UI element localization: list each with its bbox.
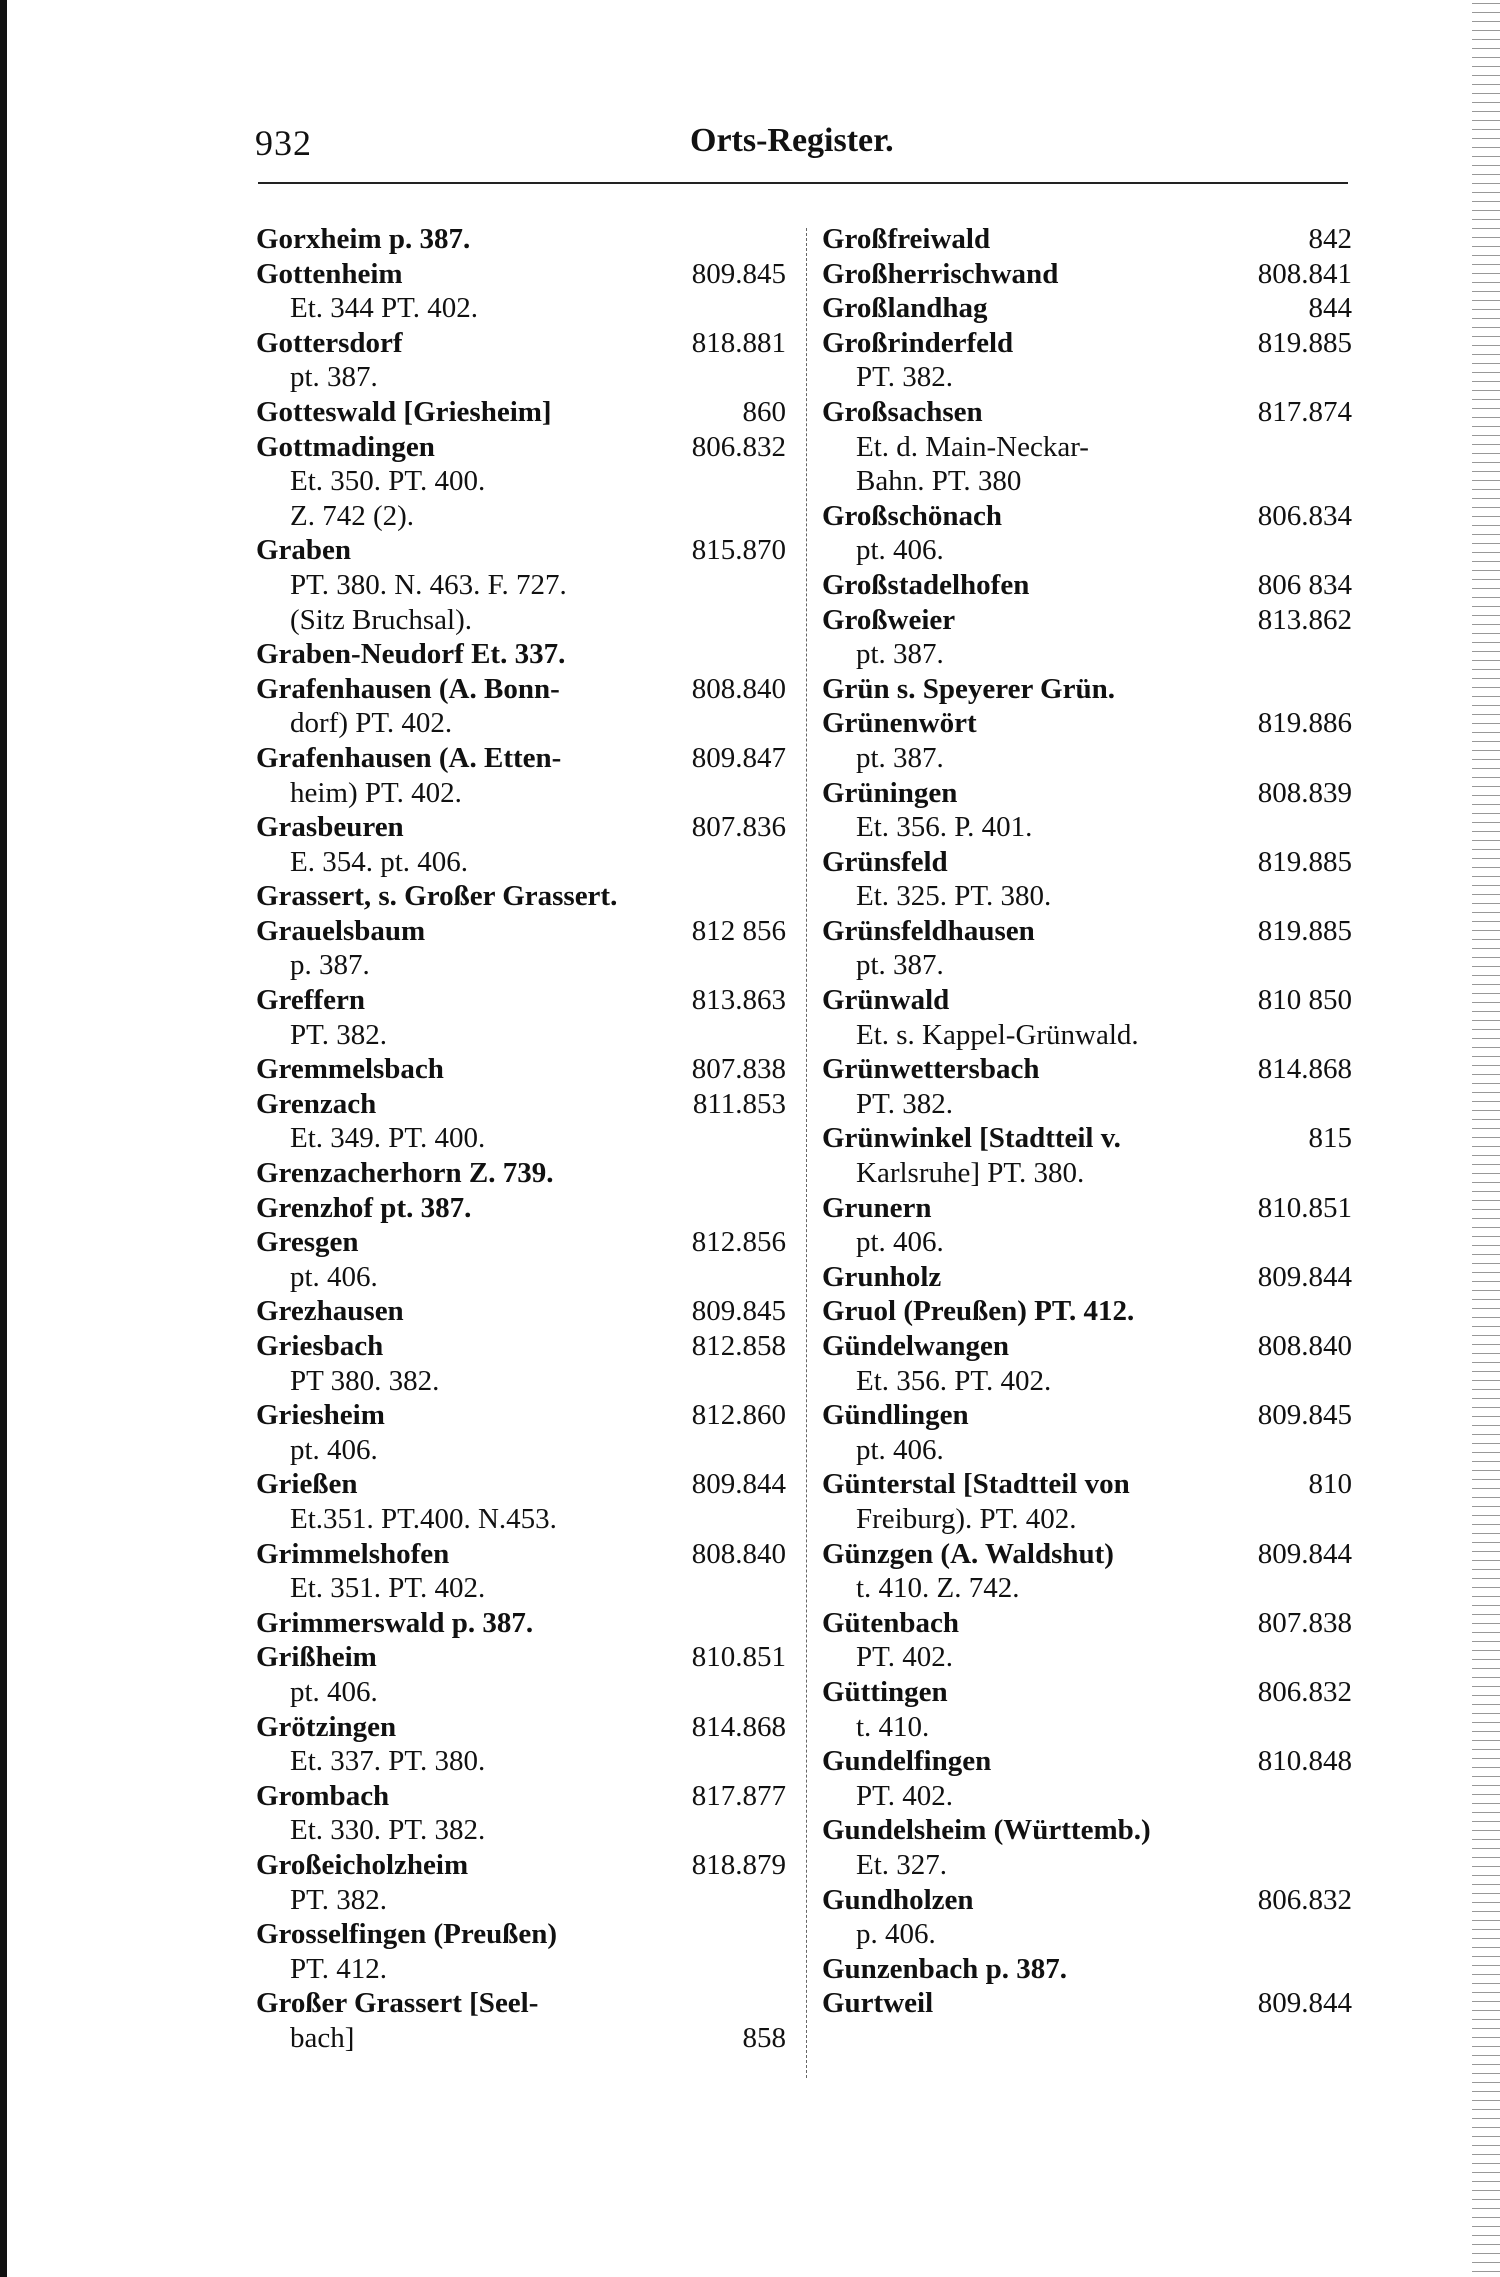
index-entry [256,1986,786,2021]
index-entry [256,810,786,845]
entry-detail: PT. 380. N. 463. F. 727. [290,568,567,601]
index-entry [822,1537,1352,1572]
index-entry [256,1087,786,1122]
index-entry [822,1398,1352,1433]
index-entry [822,845,1352,880]
index-entry [256,1606,786,1641]
page-reference: 809.845 [691,257,786,290]
place-name: Grünsfeldhausen [822,914,1035,947]
index-entry-continuation [256,706,786,741]
column-divider [806,228,807,2078]
index-entry-continuation [822,1779,1352,1814]
place-name: Grenzhof pt. 387. [256,1191,472,1224]
place-name: Gremmelsbach [256,1053,444,1086]
entry-detail: Et. 337. PT. 380. [290,1745,486,1778]
index-entry-continuation [822,1433,1352,1468]
place-name: Grunholz [822,1260,942,1293]
page-reference: 819.885 [1257,845,1352,878]
place-name: Grünwinkel [Stadtteil v. [822,1122,1121,1155]
place-name: Grünwettersbach [822,1053,1040,1086]
entry-detail: Et. 350. PT. 400. [290,465,486,498]
index-entry [256,672,786,707]
index-entry-continuation [822,1710,1352,1745]
page-reference: 808.840 [691,1537,786,1570]
page-reference: 819.886 [1257,707,1352,740]
place-name: Grün s. Speyerer Grün. [822,672,1115,705]
place-name: Gündelwangen [822,1330,1009,1362]
index-entry-continuation [256,291,786,326]
place-name: Großrinderfeld [822,326,1014,359]
page-reference: 810.851 [691,1641,786,1674]
place-name: Güttingen [822,1675,948,1708]
index-entry [256,637,786,672]
place-name: Grafenhausen (A. Etten- [256,741,562,774]
place-name: Großsachsen [822,395,983,428]
index-entry [256,1848,786,1883]
index-entry [256,1191,786,1226]
index-entry-continuation [256,1883,786,1918]
index-entry [822,672,1352,707]
page-reference: 807.836 [691,811,786,844]
index-entry-continuation [822,741,1352,776]
index-entry-continuation [822,637,1352,672]
index-entry-continuation [822,1917,1352,1952]
index-entry-continuation [256,1018,786,1053]
index-entry-continuation [256,603,786,638]
place-name: Grünsfeld [822,845,948,878]
index-entry-continuation [822,360,1352,395]
index-entry-continuation [822,1225,1352,1260]
index-entry [256,1398,786,1433]
page-reference: 810 [1308,1468,1352,1501]
index-entry-continuation [822,879,1352,914]
index-entry [256,1052,786,1087]
index-entry [256,326,786,361]
place-name: Gunzenbach p. 387. [822,1952,1067,1985]
index-entry [822,326,1352,361]
page-reference: 809.844 [1257,1537,1352,1570]
index-entry-continuation [822,1640,1352,1675]
place-name: Greffern [256,984,365,1017]
place-name: Grassert, s. Großer Grassert. [256,880,618,913]
index-entry [256,983,786,1018]
entry-detail: Et. s. Kappel-Grünwald. [856,1018,1139,1051]
page-reference: 811.853 [692,1087,786,1120]
entry-detail: pt. 387. [856,949,944,982]
place-name: Großweier [822,603,956,636]
place-name: Grezhausen [256,1295,404,1328]
page-reference: 818.881 [691,326,786,359]
page-reference: 813.863 [691,984,786,1017]
entry-detail: pt. 387. [856,741,944,774]
index-entry-continuation [822,1571,1352,1606]
index-entry-continuation [256,1433,786,1468]
entry-detail: PT 380. 382. [290,1364,440,1397]
index-entry [256,1156,786,1191]
entry-detail: Et. 349. PT. 400. [290,1122,486,1155]
index-entry-continuation [822,1502,1352,1537]
entry-detail: pt. 406. [290,1260,378,1293]
place-name: Grießen [256,1468,358,1501]
index-entry [822,257,1352,292]
page-reference: 808.841 [1257,257,1352,290]
index-entry [256,741,786,776]
index-entry [256,395,786,430]
entry-detail: Bahn. PT. 380 [856,465,1022,498]
entry-detail: pt. 406. [856,534,944,567]
index-entry [256,879,786,914]
index-entry [822,1952,1352,1987]
entry-detail: E. 354. pt. 406. [290,845,469,878]
page-reference: 809.844 [691,1468,786,1501]
page-reference: 842 [1308,223,1352,255]
place-name: Grünwald [822,984,950,1017]
entry-detail: (Sitz Bruchsal). [290,603,473,636]
entry-detail: pt. 387. [290,361,378,394]
entry-detail: heim) PT. 402. [290,776,462,809]
entry-detail: pt. 387. [856,638,944,671]
place-name: Gündlingen [822,1399,969,1432]
entry-detail: p. 406. [856,1918,936,1951]
entry-detail: PT. 402. [856,1779,953,1812]
index-entry-continuation [822,430,1352,465]
page-reference: 858 [742,2021,786,2054]
page-reference: 815 [1308,1122,1352,1155]
place-name: Grenzacherhorn Z. 739. [256,1157,554,1190]
index-entry-continuation [822,810,1352,845]
page-reference: 810.851 [1257,1191,1352,1224]
index-entry-continuation [256,776,786,811]
page-reference: 812 856 [691,914,786,947]
page-number: 932 [255,123,312,163]
entry-detail: Et. 325. PT. 380. [856,880,1052,913]
entry-detail: PT. 382. [290,1018,387,1051]
place-name: Gundholzen [822,1883,974,1916]
place-name: Grüningen [822,776,958,809]
entry-detail: PT. 382. [856,1087,953,1120]
page-reference: 812.858 [691,1330,786,1362]
entry-detail: Et. 356. P. 401. [856,811,1033,844]
entry-detail: Z. 742 (2). [290,499,415,532]
place-name: Grimmerswald p. 387. [256,1606,534,1639]
place-name: Griesbach [256,1330,384,1362]
page-reference: 808.839 [1257,776,1352,809]
place-name: Großlandhag [822,292,988,325]
index-entry [822,1813,1352,1848]
index-entry-continuation [822,1848,1352,1883]
index-entry-continuation [256,1364,786,1399]
index-entry-continuation [256,568,786,603]
page-reference: 812.856 [691,1226,786,1259]
place-name: Gottersdorf [256,326,403,359]
page-reference: 810.848 [1257,1745,1352,1778]
entry-detail: Freiburg). PT. 402. [856,1502,1077,1535]
index-entry [256,1467,786,1502]
entry-detail: PT. 382. [856,361,953,394]
index-entry-continuation [256,1952,786,1987]
page-reference: 814.868 [691,1710,786,1743]
page-reference: 808.840 [691,672,786,705]
place-name: Großherrischwand [822,257,1059,290]
place-name: Gorxheim p. 387. [256,223,471,255]
place-name: Großeicholzheim [256,1848,469,1881]
entry-detail: Et.351. PT.400. N.453. [290,1502,557,1535]
index-entry-continuation [256,1571,786,1606]
entry-detail: pt. 406. [290,1433,378,1466]
entry-detail: p. 387. [290,949,370,982]
index-entry [822,291,1352,326]
entry-detail: PT. 412. [290,1952,387,1985]
index-entry [822,914,1352,949]
place-name: Gurtweil [822,1987,934,2020]
place-name: Grauelsbaum [256,914,426,947]
entry-detail: dorf) PT. 402. [290,707,453,740]
index-entry [822,1675,1352,1710]
index-entry [256,914,786,949]
page-reference: 806 834 [1257,568,1352,601]
place-name: Graben-Neudorf Et. 337. [256,638,566,671]
index-entry [256,1329,786,1364]
place-name: Günzgen (A. Waldshut) [822,1537,1114,1570]
place-name: Gresgen [256,1226,359,1259]
index-entry-continuation [822,1364,1352,1399]
index-entry [822,1744,1352,1779]
page-reference: 809.847 [691,741,786,774]
entry-detail: pt. 406. [290,1675,378,1708]
index-entry [256,1779,786,1814]
index-entry [256,1710,786,1745]
entry-detail: t. 410. Z. 742. [856,1572,1020,1605]
index-entry-continuation [822,1156,1352,1191]
place-name: Griesheim [256,1399,385,1432]
entry-detail: Et. 327. [856,1848,948,1881]
index-column-left [256,222,786,2055]
place-name: Grißheim [256,1641,377,1674]
index-entry [822,568,1352,603]
page-reference: 806.832 [691,430,786,463]
entry-detail: bach] [290,2021,355,2054]
index-entry [822,1329,1352,1364]
index-entry [822,499,1352,534]
place-name: Grötzingen [256,1710,397,1743]
page-reference: 813.862 [1257,603,1352,636]
index-entry-continuation [256,1260,786,1295]
index-entry-continuation [822,1018,1352,1053]
place-name: Großer Grassert [Seel- [256,1987,539,2020]
index-entry [822,603,1352,638]
place-name: Grenzach [256,1087,377,1120]
index-entry [256,1640,786,1675]
page-reference: 817.874 [1257,395,1352,428]
place-name: Gottmadingen [256,430,435,463]
index-entry-continuation [256,1744,786,1779]
place-name: Gruol (Preußen) PT. 412. [822,1295,1135,1328]
index-entry [822,1294,1352,1329]
index-entry [822,983,1352,1018]
index-column-right [822,222,1352,2021]
entry-detail: Et. 356. PT. 402. [856,1364,1052,1397]
page-reference: 812.860 [691,1399,786,1432]
index-entry-continuation [256,948,786,983]
index-entry [822,1191,1352,1226]
place-name: Graben [256,534,352,567]
index-entry [822,222,1352,257]
entry-detail: Et. 344 PT. 402. [290,292,478,325]
running-title: Orts-Register. [690,122,894,159]
index-entry [822,1121,1352,1156]
page-reference: 819.885 [1257,914,1352,947]
page-reference: 806.832 [1257,1675,1352,1708]
page-reference: 818.879 [691,1848,786,1881]
entry-detail: PT. 402. [856,1641,953,1674]
index-entry [256,1225,786,1260]
place-name: Günterstal [Stadtteil von [822,1468,1130,1501]
index-entry [822,776,1352,811]
index-entry-continuation [822,948,1352,983]
index-entry [822,1260,1352,1295]
place-name: Grafenhausen (A. Bonn- [256,672,560,705]
place-name: Gütenbach [822,1606,959,1639]
index-entry [256,1537,786,1572]
index-entry [822,1606,1352,1641]
index-entry-continuation [822,464,1352,499]
entry-detail: pt. 406. [856,1226,944,1259]
place-name: Grunern [822,1191,932,1224]
page-reference: 860 [742,395,786,428]
place-name: Gotteswald [Griesheim] [256,395,552,428]
page-reference: 809.844 [1257,1987,1352,2020]
index-entry-continuation [256,1502,786,1537]
page-reference: 814.868 [1257,1053,1352,1086]
index-entry-continuation [256,2021,786,2056]
scan-edge-left [0,0,7,2277]
index-entry [822,1883,1352,1918]
index-entry [256,1917,786,1952]
place-name: Grasbeuren [256,811,404,844]
page-reference: 809.845 [1257,1399,1352,1432]
index-entry-continuation [256,1813,786,1848]
index-entry [822,1052,1352,1087]
index-entry-continuation [256,464,786,499]
index-entry-continuation [256,360,786,395]
page-reference: 844 [1308,292,1352,325]
page-reference: 815.870 [691,534,786,567]
index-entry [822,1986,1352,2021]
place-name: Großstadelhofen [822,568,1030,601]
place-name: Gottenheim [256,257,403,290]
index-entry-continuation [256,1675,786,1710]
index-entry [256,257,786,292]
page-reference: 810 850 [1257,984,1352,1017]
index-entry-continuation [256,845,786,880]
place-name: Großschönach [822,499,1002,532]
entry-detail: Et. d. Main-Neckar- [856,430,1089,463]
page-reference: 806.834 [1257,499,1352,532]
index-entry-continuation [256,499,786,534]
entry-detail: t. 410. [856,1710,930,1743]
page-reference: 817.877 [691,1779,786,1812]
page-reference: 807.838 [1257,1606,1352,1639]
index-entry [256,533,786,568]
header-rule [258,182,1348,184]
index-entry [822,395,1352,430]
index-entry-continuation [256,1121,786,1156]
index-entry-continuation [822,1087,1352,1122]
place-name: Grombach [256,1779,390,1812]
index-entry [256,222,786,257]
index-entry-continuation [822,533,1352,568]
page-reference: 819.885 [1257,326,1352,359]
entry-detail: Et. 330. PT. 382. [290,1814,486,1847]
page-reference: 806.832 [1257,1883,1352,1916]
page-reference: 808.840 [1257,1330,1352,1362]
place-name: Großfreiwald [822,223,991,255]
index-entry [256,430,786,465]
index-entry [256,1294,786,1329]
entry-detail: PT. 382. [290,1883,387,1916]
place-name: Gundelsheim (Württemb.) [822,1814,1151,1847]
page-reference: 807.838 [691,1053,786,1086]
index-entry [822,706,1352,741]
place-name: Grosselfingen (Preußen) [256,1918,558,1951]
place-name: Gundelfingen [822,1745,992,1778]
entry-detail: Et. 351. PT. 402. [290,1572,486,1605]
scan-edge-right [1472,0,1500,2277]
page-reference: 809.845 [691,1295,786,1328]
place-name: Grünenwört [822,707,977,740]
page-reference: 809.844 [1257,1260,1352,1293]
index-entry [822,1467,1352,1502]
entry-detail: Karlsruhe] PT. 380. [856,1157,1085,1190]
place-name: Grimmelshofen [256,1537,450,1570]
entry-detail: pt. 406. [856,1433,944,1466]
